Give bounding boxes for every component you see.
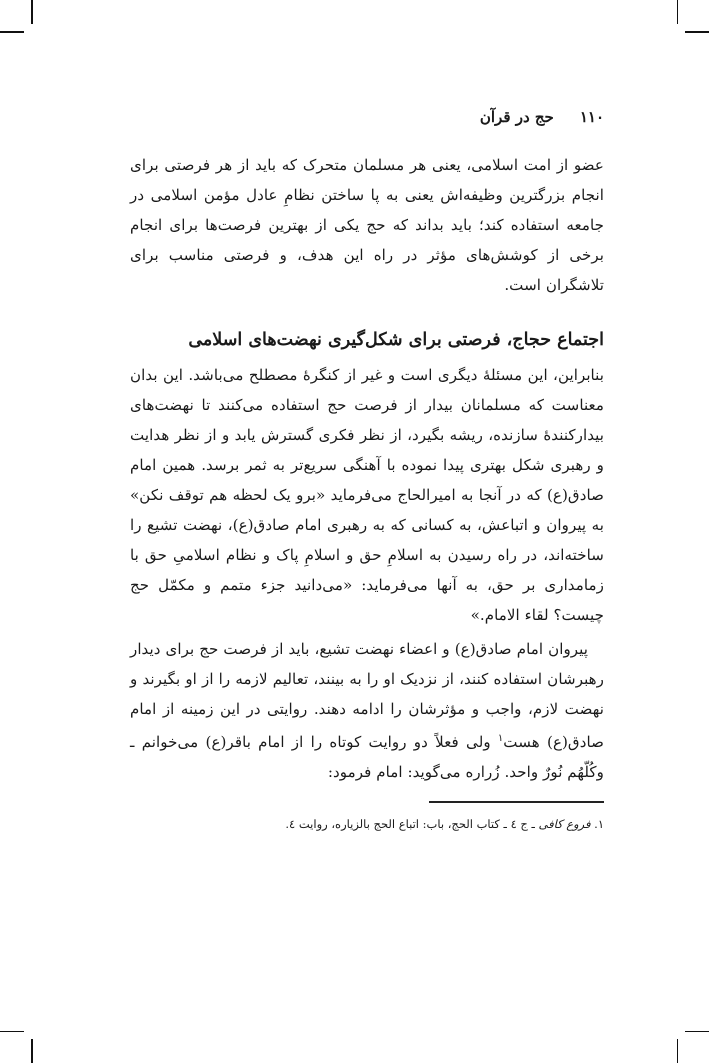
crop-mark-top-left-v	[31, 0, 33, 24]
footnote-number: ۱.	[594, 816, 604, 831]
footnote-source: فروع کافی	[538, 816, 591, 831]
crop-mark-bottom-left-h	[0, 1031, 24, 1033]
footnote-details: ـ ج ٤ ـ کتاب الحج، باب: اتباع الحج بالزیاره، روایت ٤.	[285, 816, 535, 831]
footnote	[130, 815, 604, 833]
running-title: حج در قرآن	[479, 108, 554, 126]
body-paragraph-2	[130, 634, 604, 787]
footnote-reference[interactable]: ۱	[497, 733, 504, 744]
body-paragraph-1: بنابراین، این مسئلهٔ دیگری است و غیر از کنگرهٔ مصطلح می‌باشد. این بدان معناست که مسلمانان بیدار از فرصت حج استفاده می‌کنند تا نهضت‌های بیدارکنندهٔ سازنده، ریشه بگیرد، از نظر فکری گسترش یابد و از نظر هدایت و رهبری شکل بهتری پیدا نموده با آهنگی سریع‌تر به ثمر برسد. همین امام صادق(ع) که در آنجا به امیرالحاج می‌فرماید «برو یک لحظه هم توقف نکن» به پیروان و اتباعش، به کسانی که به رهبری امام صادق(ع)، نهضت تشیع را ساخته‌اند، در راه رسیدن به اسلامِ حق و اسلامِ پاک و نظام اسلامیِ حق با زمامداری بر حق، به آنها می‌فرماید: «می‌دانید جزء متمم و مکمّل حج چیست؟ لقاء الامام.»	[130, 366, 604, 624]
section-heading: اجتماع حجاج، فرصتی برای شکل‌گیری نهضت‌های اسلامی	[188, 330, 604, 350]
crop-mark-bottom-left-v	[31, 1039, 33, 1063]
footnote-divider	[429, 801, 604, 803]
crop-mark-top-right-v	[677, 0, 679, 24]
crop-mark-bottom-right-v	[677, 1039, 679, 1063]
crop-mark-bottom-right-h	[685, 1031, 709, 1033]
crop-mark-top-left-h	[0, 31, 24, 33]
running-header	[130, 108, 604, 126]
page-number: ۱۱۰	[579, 108, 604, 126]
paragraph-2-text-b: ولی فعلاً دو روایت کوتاه را از امام باقر(ع) می‌خوانم ـ وکُلّهُم نُورٌ واحد. زُراره می‌گوید: امام فرمود:	[130, 733, 604, 782]
paragraph-2-text-a: پیروان امام صادق(ع) و اعضاء نهضت تشیع، باید از فرصت حج برای دیدار رهبرشان استفاده کنند، از نزدیک او را به بینند، تعالیم لازمه را از او بگیرند و نهضت لازم، واجب و مؤثرشان را ادامه دهند. روایتی در این زمینه از امام صادق(ع) هست	[130, 640, 604, 752]
book-page	[130, 108, 604, 833]
crop-mark-top-right-h	[685, 31, 709, 33]
intro-paragraph: عضو از امت اسلامی، یعنی هر مسلمان متحرک که باید از هر فرصتی برای انجام بزرگترین وظیفه‌اش یعنی به پا ساختن نظامِ عادل مؤمن اسلامی در جامعه استفاده کند؛ باید بداند که حج یکی از بهترین فرصت‌ها برای انجام برخی از کوشش‌های مؤثر در راه این هدف، و فرصتی مناسب برای تلاشگران است.	[130, 156, 604, 294]
